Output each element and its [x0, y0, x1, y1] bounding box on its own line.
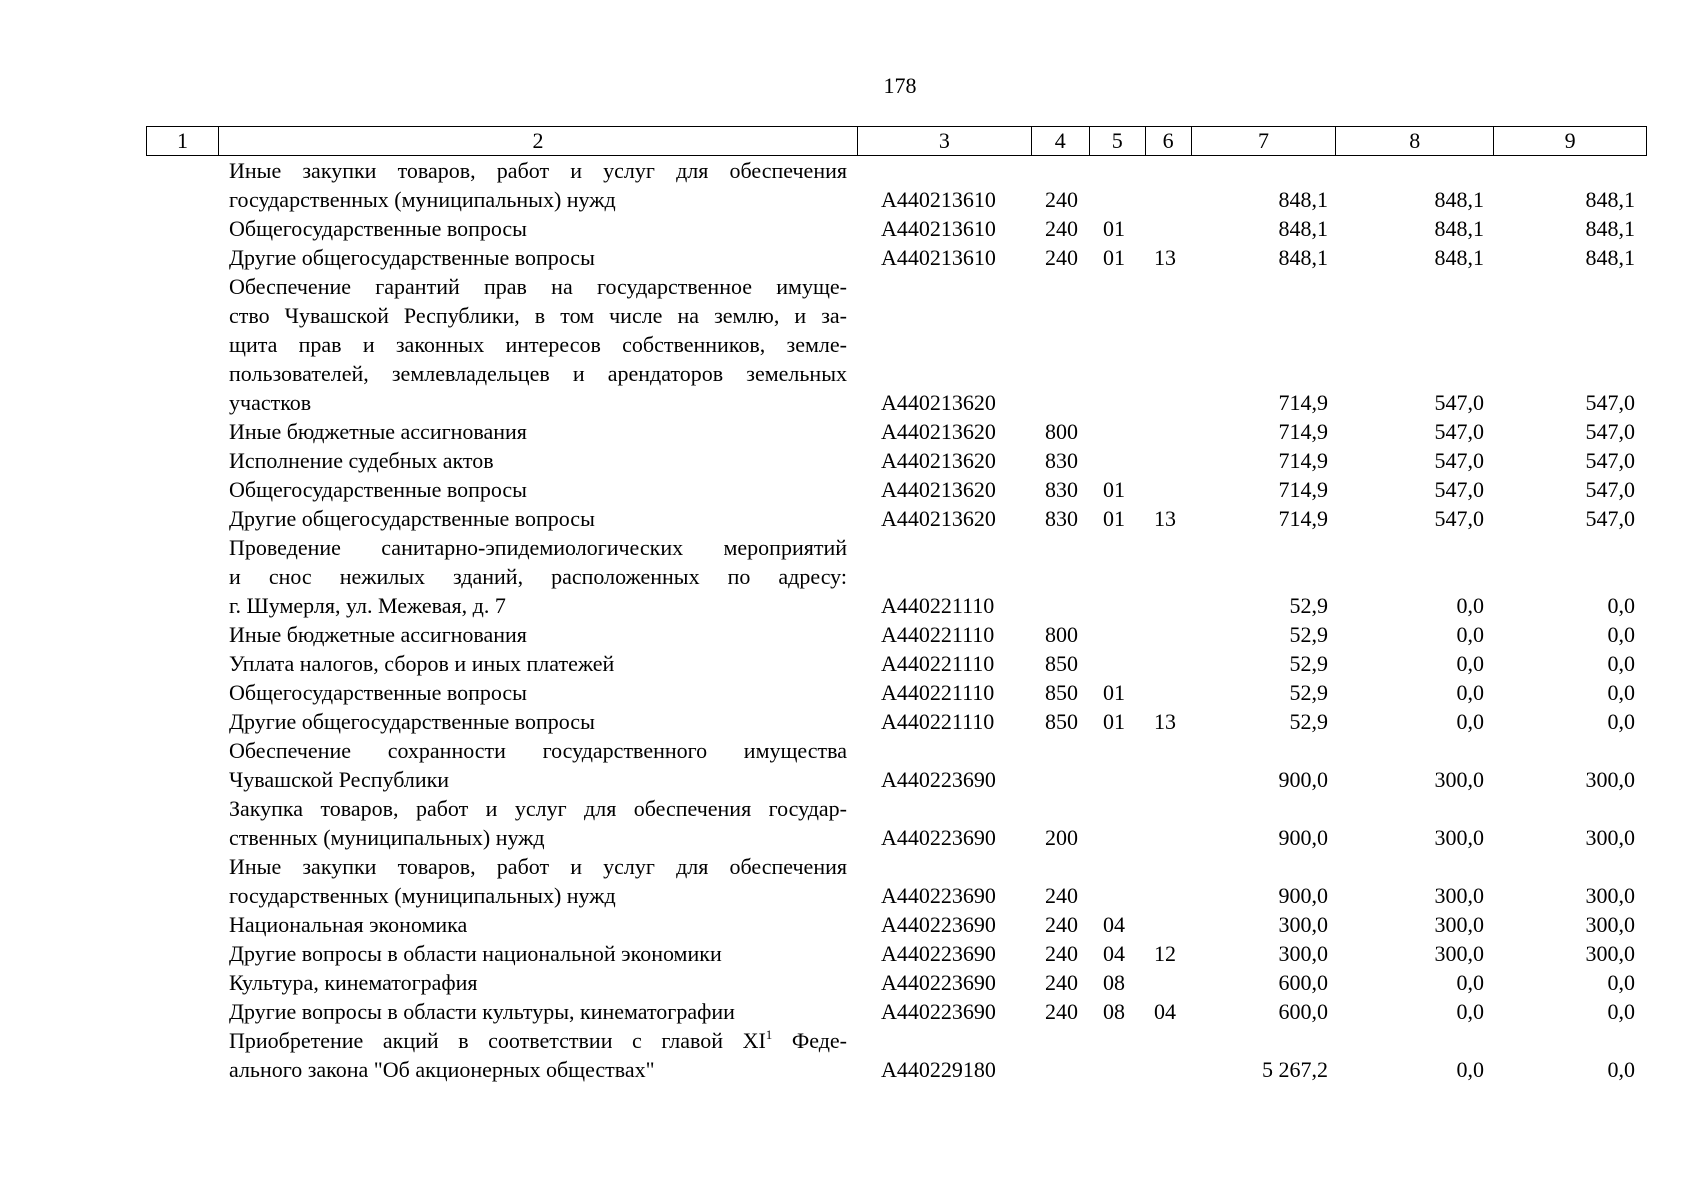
row-col-4: 240	[1045, 941, 1078, 966]
row-description	[217, 968, 857, 997]
row-col-5: 01	[1103, 216, 1125, 241]
row-value-7: 5 267,2	[1262, 1057, 1328, 1082]
row-description	[217, 504, 857, 533]
table-row	[146, 446, 1647, 475]
row-value-9: 848,1	[1585, 187, 1635, 212]
header-col-9: 9	[1493, 127, 1646, 155]
row-code: А440223690	[881, 883, 996, 908]
description-line	[229, 1026, 847, 1055]
row-col-4: 240	[1045, 245, 1078, 270]
description-line: Другие общегосударственные вопросы	[229, 709, 595, 734]
description-line: Другие общегосударственные вопросы	[229, 245, 595, 270]
row-description	[217, 417, 857, 446]
description-text: Феде-	[772, 1028, 847, 1053]
row-col-4: 240	[1045, 912, 1078, 937]
row-col-6: 12	[1154, 941, 1176, 966]
row-code: А440223690	[881, 999, 996, 1024]
row-code: А440223690	[881, 825, 996, 850]
row-value-9: 0,0	[1607, 622, 1635, 647]
table-row	[146, 475, 1647, 504]
row-value-8: 0,0	[1456, 593, 1484, 618]
row-col-4: 240	[1045, 970, 1078, 995]
row-description	[217, 997, 857, 1026]
row-value-8: 0,0	[1456, 709, 1484, 734]
row-col-5: 01	[1103, 245, 1125, 270]
description-line: Национальная экономика	[229, 912, 468, 937]
description-line: Общегосударственные вопросы	[229, 680, 527, 705]
row-description	[217, 1026, 857, 1084]
row-col-5: 04	[1103, 912, 1125, 937]
row-description	[217, 794, 857, 852]
row-value-7: 300,0	[1278, 941, 1328, 966]
row-value-8: 547,0	[1434, 448, 1484, 473]
row-code: А440221110	[881, 622, 995, 647]
row-value-9: 0,0	[1607, 680, 1635, 705]
row-col-4: 240	[1045, 883, 1078, 908]
row-col-4: 850	[1045, 651, 1078, 676]
row-value-7: 52,9	[1289, 680, 1328, 705]
row-value-7: 714,9	[1278, 390, 1328, 415]
row-col-4: 830	[1045, 477, 1078, 502]
row-value-8: 848,1	[1434, 216, 1484, 241]
description-line: Иные закупки товаров, работ и услуг для обеспечения	[229, 158, 847, 183]
header-col-2: 2	[218, 127, 857, 155]
row-col-4: 830	[1045, 448, 1078, 473]
row-code: А440221110	[881, 680, 995, 705]
description-line: г. Шумерля, ул. Межевая, д. 7	[229, 593, 506, 618]
row-value-9: 547,0	[1585, 506, 1635, 531]
row-value-8: 547,0	[1434, 390, 1484, 415]
row-value-7: 52,9	[1289, 593, 1328, 618]
row-value-8: 0,0	[1456, 1057, 1484, 1082]
row-value-9: 547,0	[1585, 477, 1635, 502]
row-col-6: 13	[1154, 245, 1176, 270]
row-code: А440221110	[881, 593, 995, 618]
description-line: Чувашской Республики	[229, 767, 450, 792]
row-col-5: 01	[1103, 506, 1125, 531]
table-row	[146, 272, 1647, 417]
row-value-9: 300,0	[1585, 941, 1635, 966]
row-code: А440223690	[881, 767, 996, 792]
row-value-8: 300,0	[1434, 825, 1484, 850]
row-value-7: 900,0	[1278, 825, 1328, 850]
row-col-5: 08	[1103, 970, 1125, 995]
description-line: Закупка товаров, работ и услуг для обеспечения государ-	[229, 796, 847, 821]
row-code: А440221110	[881, 709, 995, 734]
row-value-9: 300,0	[1585, 767, 1635, 792]
description-line: ство Чувашской Республики, в том числе на землю, и за-	[229, 303, 847, 328]
row-col-6: 13	[1154, 709, 1176, 734]
row-value-7: 52,9	[1289, 651, 1328, 676]
row-value-9: 547,0	[1585, 390, 1635, 415]
row-value-8: 0,0	[1456, 970, 1484, 995]
row-value-7: 900,0	[1278, 883, 1328, 908]
table-row	[146, 214, 1647, 243]
row-col-5: 08	[1103, 999, 1125, 1024]
row-value-8: 547,0	[1434, 477, 1484, 502]
description-line: Другие общегосударственные вопросы	[229, 506, 595, 531]
row-code: А440229180	[881, 1057, 996, 1082]
row-value-9: 0,0	[1607, 970, 1635, 995]
header-col-3: 3	[857, 127, 1031, 155]
description-line: ственных (муниципальных) нужд	[229, 825, 545, 850]
row-value-7: 714,9	[1278, 477, 1328, 502]
row-value-8: 848,1	[1434, 245, 1484, 270]
row-value-9: 0,0	[1607, 709, 1635, 734]
header-col-7: 7	[1191, 127, 1336, 155]
row-value-8: 300,0	[1434, 767, 1484, 792]
row-description	[217, 707, 857, 736]
row-col-4: 200	[1045, 825, 1078, 850]
row-code: А440213610	[881, 216, 996, 241]
description-line: Общегосударственные вопросы	[229, 216, 527, 241]
row-value-8: 547,0	[1434, 419, 1484, 444]
table-row	[146, 533, 1647, 620]
description-line: и снос нежилых зданий, расположенных по адресу:	[229, 564, 847, 589]
table-row	[146, 997, 1647, 1026]
table-row	[146, 1026, 1647, 1084]
table-row	[146, 504, 1647, 533]
row-description	[217, 620, 857, 649]
row-description	[217, 533, 857, 620]
table-row	[146, 156, 1647, 214]
row-col-5: 01	[1103, 709, 1125, 734]
row-col-4: 800	[1045, 419, 1078, 444]
row-code: А440213620	[881, 390, 996, 415]
row-value-9: 300,0	[1585, 883, 1635, 908]
row-value-7: 848,1	[1278, 187, 1328, 212]
header-col-5: 5	[1089, 127, 1145, 155]
row-value-9: 0,0	[1607, 651, 1635, 676]
row-description	[217, 214, 857, 243]
row-code: А440213620	[881, 419, 996, 444]
table-row	[146, 243, 1647, 272]
row-value-7: 714,9	[1278, 419, 1328, 444]
row-value-8: 0,0	[1456, 651, 1484, 676]
row-col-4: 800	[1045, 622, 1078, 647]
row-value-7: 900,0	[1278, 767, 1328, 792]
description-line: Другие вопросы в области культуры, кинематографии	[229, 999, 735, 1024]
description-line: Общегосударственные вопросы	[229, 477, 527, 502]
row-code: А440221110	[881, 651, 995, 676]
row-description	[217, 736, 857, 794]
header-col-8: 8	[1335, 127, 1493, 155]
row-col-4: 850	[1045, 680, 1078, 705]
row-code: А440213610	[881, 187, 996, 212]
row-col-4: 240	[1045, 999, 1078, 1024]
row-col-6: 04	[1154, 999, 1176, 1024]
table-row	[146, 910, 1647, 939]
row-col-5: 01	[1103, 680, 1125, 705]
description-line: Другие вопросы в области национальной экономики	[229, 941, 722, 966]
row-value-7: 300,0	[1278, 912, 1328, 937]
superscript: 1	[765, 1027, 773, 1042]
description-line: участков	[229, 390, 312, 415]
row-value-9: 0,0	[1607, 593, 1635, 618]
row-code: А440223690	[881, 912, 996, 937]
row-value-7: 714,9	[1278, 506, 1328, 531]
table-row	[146, 939, 1647, 968]
description-line: Иные бюджетные ассигнования	[229, 419, 527, 444]
row-col-5: 04	[1103, 941, 1125, 966]
row-code: А440223690	[881, 970, 996, 995]
description-line: Уплата налогов, сборов и иных платежей	[229, 651, 615, 676]
row-description	[217, 156, 857, 214]
description-line: ального закона "Об акционерных обществах"	[229, 1057, 655, 1082]
description-line: щита прав и законных интересов собственников, земле-	[229, 332, 847, 357]
row-code: А440213620	[881, 477, 996, 502]
header-col-1: 1	[176, 128, 188, 153]
table-header	[146, 126, 1647, 156]
row-value-8: 300,0	[1434, 941, 1484, 966]
row-value-8: 300,0	[1434, 912, 1484, 937]
table-row	[146, 968, 1647, 997]
row-value-9: 0,0	[1607, 999, 1635, 1024]
row-value-9: 300,0	[1585, 825, 1635, 850]
row-value-9: 0,0	[1607, 1057, 1635, 1082]
row-value-8: 0,0	[1456, 622, 1484, 647]
row-value-8: 300,0	[1434, 883, 1484, 908]
row-description	[217, 939, 857, 968]
row-col-4: 240	[1045, 216, 1078, 241]
row-description	[217, 678, 857, 707]
row-description	[217, 649, 857, 678]
row-value-7: 714,9	[1278, 448, 1328, 473]
row-value-9: 848,1	[1585, 216, 1635, 241]
header-col-4: 4	[1031, 127, 1089, 155]
row-value-7: 600,0	[1278, 970, 1328, 995]
table-row	[146, 649, 1647, 678]
row-description	[217, 272, 857, 417]
row-value-9: 300,0	[1585, 912, 1635, 937]
row-col-6: 13	[1154, 506, 1176, 531]
row-col-4: 830	[1045, 506, 1078, 531]
row-value-7: 848,1	[1278, 245, 1328, 270]
description-line: государственных (муниципальных) нужд	[229, 883, 616, 908]
description-line: Культура, кинематография	[229, 970, 478, 995]
row-value-9: 547,0	[1585, 448, 1635, 473]
row-code: А440223690	[881, 941, 996, 966]
row-code: А440213620	[881, 506, 996, 531]
row-col-4: 850	[1045, 709, 1078, 734]
table-row	[146, 417, 1647, 446]
row-value-7: 52,9	[1289, 709, 1328, 734]
row-description	[217, 852, 857, 910]
description-line: Проведение санитарно-эпидемиологических мероприятий	[229, 535, 847, 560]
table-row	[146, 852, 1647, 910]
row-value-8: 547,0	[1434, 506, 1484, 531]
header-col-6: 6	[1145, 127, 1191, 155]
page-number: 178	[883, 73, 917, 98]
table-row	[146, 620, 1647, 649]
row-value-9: 848,1	[1585, 245, 1635, 270]
description-line: Обеспечение гарантий прав на государственное имуще-	[229, 274, 847, 299]
row-description	[217, 243, 857, 272]
description-line: государственных (муниципальных) нужд	[229, 187, 616, 212]
table-row	[146, 736, 1647, 794]
row-value-8: 0,0	[1456, 999, 1484, 1024]
row-code: А440213610	[881, 245, 996, 270]
row-value-9: 547,0	[1585, 419, 1635, 444]
row-value-8: 0,0	[1456, 680, 1484, 705]
row-value-8: 848,1	[1434, 187, 1484, 212]
description-line: Исполнение судебных актов	[229, 448, 494, 473]
row-description	[217, 475, 857, 504]
description-line: пользователей, землевладельцев и арендаторов земельных	[229, 361, 847, 386]
table-row	[146, 678, 1647, 707]
row-col-5: 01	[1103, 477, 1125, 502]
description-line: Иные закупки товаров, работ и услуг для обеспечения	[229, 854, 847, 879]
row-description	[217, 446, 857, 475]
row-col-4: 240	[1045, 187, 1078, 212]
table-body	[146, 156, 1647, 1084]
row-value-7: 848,1	[1278, 216, 1328, 241]
description-text: Приобретение акций в соответствии с главой XI	[229, 1028, 766, 1053]
table-row	[146, 794, 1647, 852]
row-description	[217, 910, 857, 939]
row-value-7: 600,0	[1278, 999, 1328, 1024]
table-row	[146, 707, 1647, 736]
description-line: Иные бюджетные ассигнования	[229, 622, 527, 647]
row-code: А440213620	[881, 448, 996, 473]
row-value-7: 52,9	[1289, 622, 1328, 647]
description-line: Обеспечение сохранности государственного имущества	[229, 738, 847, 763]
